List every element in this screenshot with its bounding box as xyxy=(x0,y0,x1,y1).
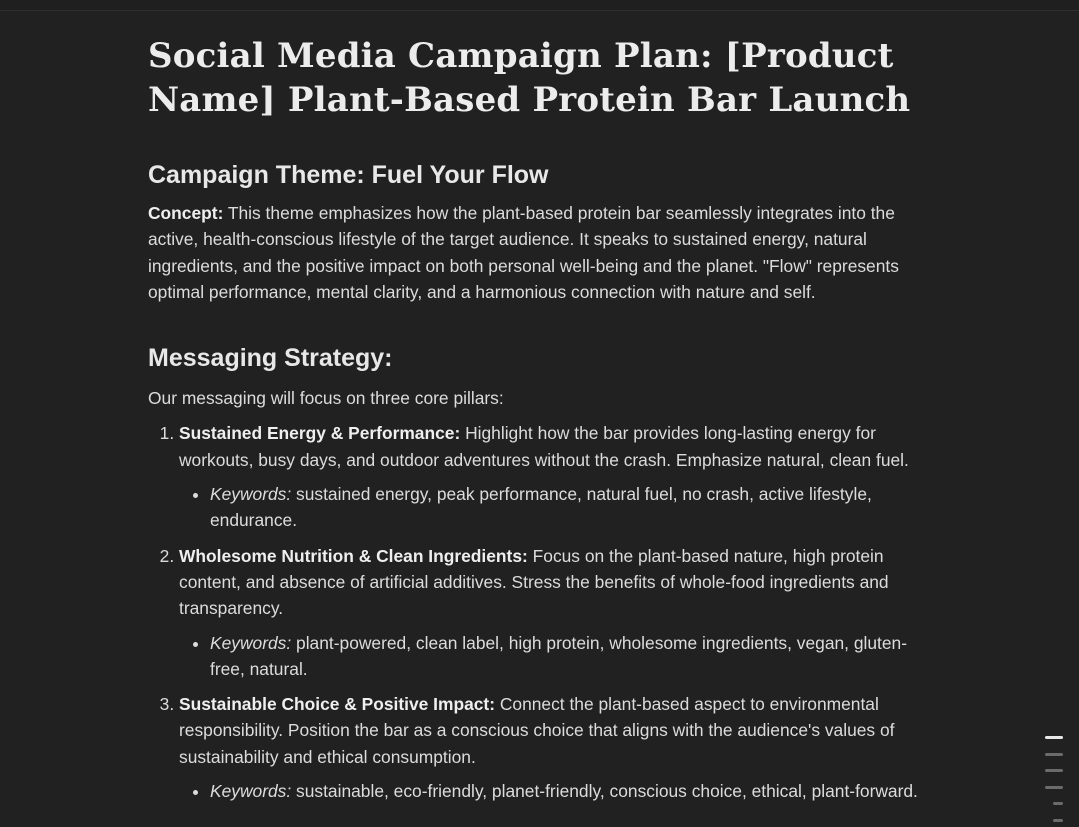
scroll-indicator-tick[interactable] xyxy=(1045,736,1063,739)
pillar-item xyxy=(179,420,938,533)
keywords-item xyxy=(210,481,938,534)
keywords-text: sustainable, eco-friendly, planet-friendly, conscious choice, ethical, plant-forward. xyxy=(291,781,918,802)
pillar-title: Sustainable Choice & Positive Impact: xyxy=(179,694,496,715)
keywords-item xyxy=(210,778,938,804)
pillar-text: Connect the plant-based aspect to environmental responsibility. Position the bar as a conscious choice that aligns with the audience's values of sustainability and ethical consumption. xyxy=(179,694,895,767)
messaging-strategy-section xyxy=(148,343,938,804)
pillar-item xyxy=(179,691,938,804)
keywords-text: sustained energy, peak performance, natural fuel, no crash, active lifestyle, endurance. xyxy=(210,484,872,531)
concept-text: This theme emphasizes how the plant-based protein bar seamlessly integrates into the active, health-conscious lifestyle of the target audience. It speaks to sustained energy, natural ingredients, and the positive impact on both personal well-being and the planet. "Flow" represents optimal performance, mental clarity, and a harmonious connection with nature and self. xyxy=(148,203,899,302)
pillar-title: Sustained Energy & Performance: xyxy=(179,423,461,444)
keywords-text: plant-powered, clean label, high protein, wholesome ingredients, vegan, gluten-free, natural. xyxy=(210,632,908,679)
scroll-indicator-tick[interactable] xyxy=(1053,819,1063,822)
keywords-list xyxy=(179,630,938,683)
keywords-item xyxy=(210,630,938,683)
pillars-list xyxy=(148,420,938,804)
pillar-text: Focus on the plant-based nature, high protein content, and absence of artificial additives. Stress the benefits of whole-food ingredients and transparency. xyxy=(179,545,889,619)
scroll-indicator-tick[interactable] xyxy=(1053,802,1063,805)
scroll-position-indicator[interactable] xyxy=(1043,736,1063,827)
keywords-list xyxy=(179,481,938,534)
campaign-theme-heading: Campaign Theme: Fuel Your Flow xyxy=(148,161,549,189)
pillar-text: Highlight how the bar provides long-lasting energy for workouts, busy days, and outdoor adventures without the crash. Emphasize natural, clean fuel. xyxy=(179,423,909,470)
pillar-item xyxy=(179,543,938,682)
keywords-label: Keywords: xyxy=(210,484,292,505)
scroll-indicator-tick[interactable] xyxy=(1045,769,1063,772)
keywords-label: Keywords: xyxy=(210,781,292,802)
scroll-indicator-tick[interactable] xyxy=(1045,753,1063,756)
keywords-label: Keywords: xyxy=(210,632,292,653)
campaign-theme-section xyxy=(148,160,938,305)
document-title: Social Media Campaign Plan: [Product Name] Plant-Based Protein Bar Launch xyxy=(148,36,911,120)
keywords-list xyxy=(179,778,938,804)
document-content xyxy=(148,34,938,813)
concept-paragraph xyxy=(148,200,938,305)
top-edge xyxy=(0,0,1079,11)
messaging-strategy-heading: Messaging Strategy: xyxy=(148,344,393,373)
concept-label: Concept: xyxy=(148,203,224,223)
scroll-indicator-tick[interactable] xyxy=(1045,786,1063,789)
messaging-intro: Our messaging will focus on three core pillars: xyxy=(148,388,504,409)
pillar-title: Wholesome Nutrition & Clean Ingredients: xyxy=(179,545,528,566)
